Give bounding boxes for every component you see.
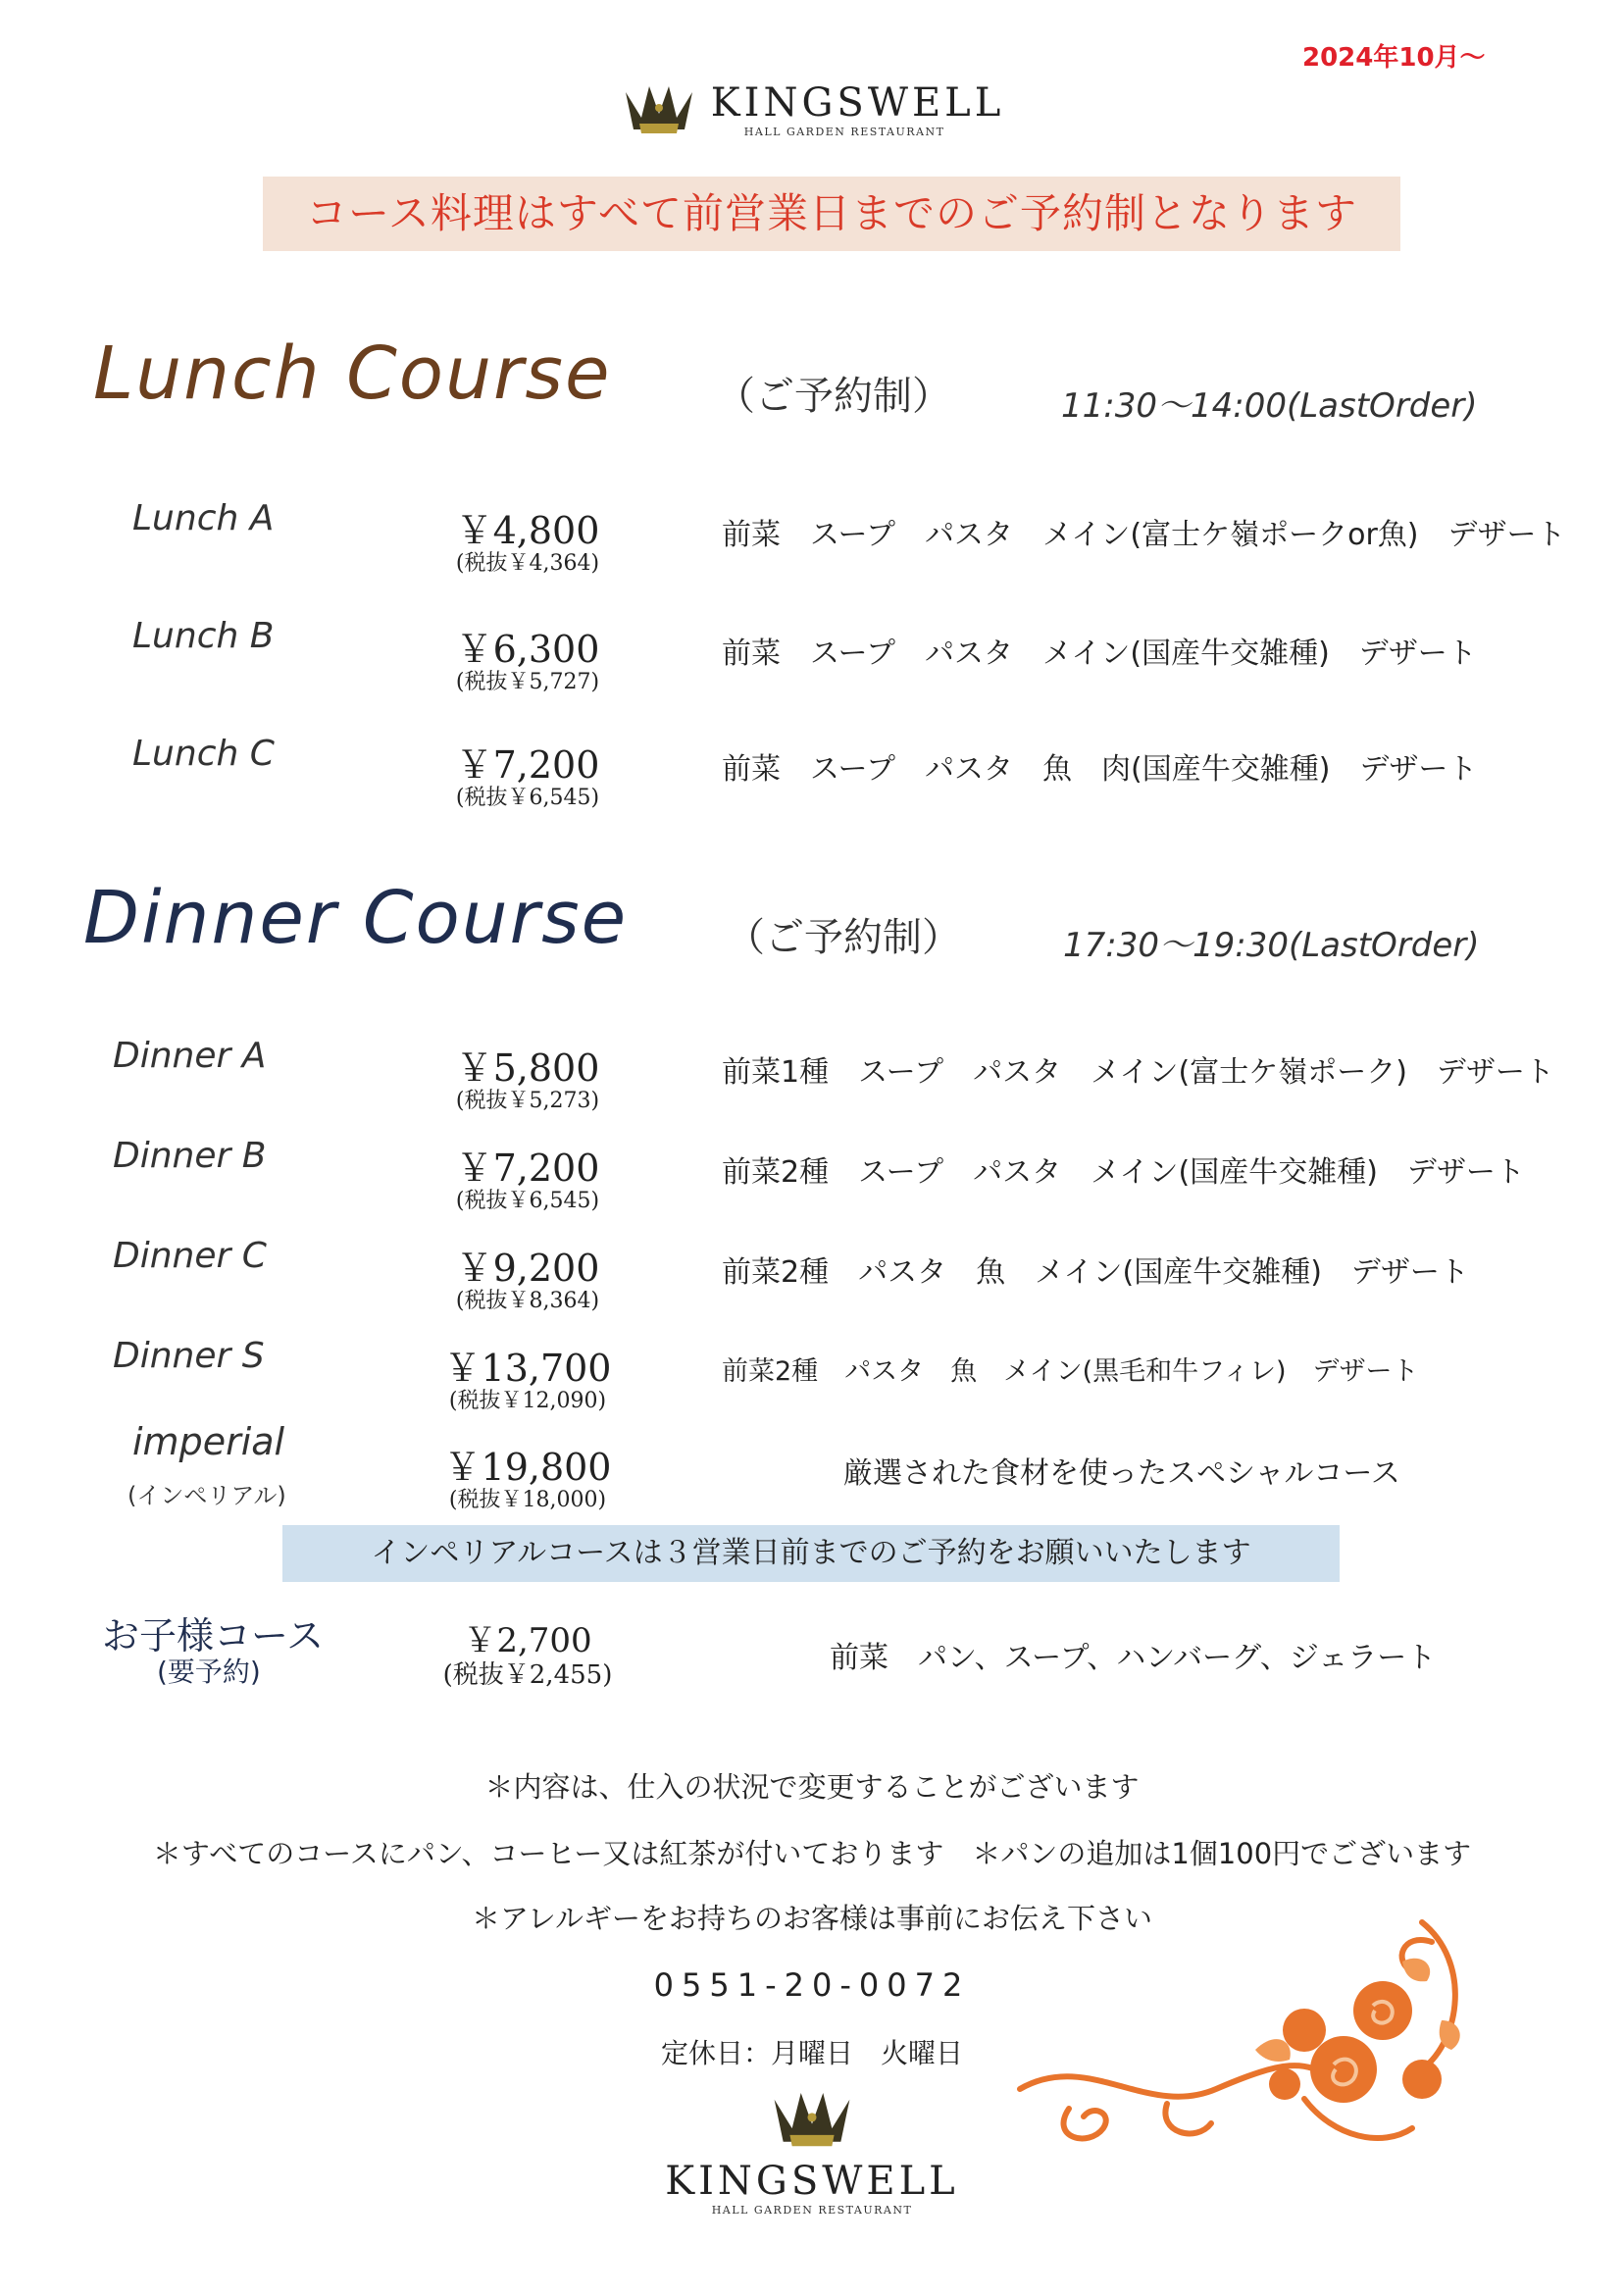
course-price-tax-excluded: (税抜￥4,364) xyxy=(455,551,600,576)
course-description: 前菜2種 パスタ 魚 メイン(黒毛和牛フィレ) デザート xyxy=(722,1356,1419,1387)
kids-course-name-sub: (要予約) xyxy=(157,1656,261,1688)
course-name: Lunch B xyxy=(132,616,275,656)
course-price: ￥4,800 xyxy=(455,509,600,552)
course-name: Lunch C xyxy=(132,734,275,774)
kids-course-description: 前菜 パン、スープ、ハンバーグ、ジェラート xyxy=(830,1641,1437,1675)
course-price-tax-excluded: (税抜￥5,273) xyxy=(455,1089,600,1113)
lunch-hours: 11:30～14:00(LastOrder) xyxy=(1061,386,1478,426)
course-price: ￥6,300 xyxy=(455,628,600,671)
imperial-name: imperial xyxy=(132,1420,285,1463)
reservation-notice: コース料理はすべて前営業日までのご予約制となります xyxy=(263,177,1400,251)
course-price: ￥9,200 xyxy=(455,1247,600,1290)
kids-course-name: お子様コース xyxy=(102,1614,325,1657)
lunch-reservation-note: （ご予約制） xyxy=(716,374,951,419)
course-price-tax-excluded: (税抜￥12,090) xyxy=(448,1389,607,1413)
course-price-tax-excluded: (税抜￥5,727) xyxy=(455,670,600,694)
course-description: 前菜 スープ パスタ メイン(富士ケ嶺ポークor魚) デザート xyxy=(722,518,1566,552)
course-price-tax-excluded: (税抜￥2,455) xyxy=(442,1660,613,1690)
brand-name: KINGSWELL xyxy=(665,2159,959,2204)
phone-number: 0551-20-0072 xyxy=(653,1966,971,2004)
course-price-tax-excluded: (税抜￥6,545) xyxy=(455,786,600,810)
lunch-section-title: Lunch Course xyxy=(93,331,612,416)
crown-icon xyxy=(765,2084,859,2153)
course-name: Dinner S xyxy=(113,1336,265,1376)
course-price: ￥7,200 xyxy=(455,743,600,787)
course-price: ￥19,800 xyxy=(443,1446,612,1489)
course-price: ￥7,200 xyxy=(455,1147,600,1190)
course-price-tax-excluded: (税抜￥8,364) xyxy=(455,1289,600,1313)
course-name: Dinner B xyxy=(113,1136,267,1176)
imperial-description: 厳選された食材を使ったスペシャルコース xyxy=(843,1456,1400,1491)
imperial-name-sub: (インペリアル) xyxy=(127,1482,286,1509)
course-description: 前菜2種 パスタ 魚 メイン(国産牛交雑種) デザート xyxy=(722,1255,1469,1290)
brand-subtitle: HALL GARDEN RESTAURANT xyxy=(743,125,945,138)
dinner-section-title: Dinner Course xyxy=(83,876,629,960)
course-description: 前菜2種 スープ パスタ メイン(国産牛交雑種) デザート xyxy=(722,1155,1525,1190)
brand-logo-top xyxy=(0,78,1624,139)
course-price: ￥2,700 xyxy=(463,1621,592,1660)
course-name: Lunch A xyxy=(132,498,275,538)
course-description: 前菜1種 スープ パスタ メイン(富士ケ嶺ポーク) デザート xyxy=(722,1055,1554,1090)
course-price-tax-excluded: (税抜￥18,000) xyxy=(448,1488,607,1512)
imperial-notice: インペリアルコースは３営業日前までのご予約をお願いいたします xyxy=(282,1525,1340,1582)
date-label: 2024年10月～ xyxy=(1302,43,1486,73)
course-price: ￥5,800 xyxy=(455,1046,600,1090)
brand-subtitle: HALL GARDEN RESTAURANT xyxy=(711,2204,913,2217)
brand-name: KINGSWELL xyxy=(710,79,1005,126)
dinner-reservation-note: （ご予約制） xyxy=(726,915,961,960)
dinner-hours: 17:30～19:30(LastOrder) xyxy=(1063,926,1480,965)
closed-days: 定休日：月曜日 火曜日 xyxy=(660,2037,963,2069)
course-price: ￥13,700 xyxy=(443,1347,612,1390)
course-description: 前菜 スープ パスタ 魚 肉(国産牛交雑種) デザート xyxy=(722,752,1478,787)
crown-icon xyxy=(620,78,698,139)
note-line: ＊アレルギーをお持ちのお客様は事前にお伝え下さい xyxy=(471,1902,1153,1935)
course-name: Dinner A xyxy=(113,1036,267,1076)
course-description: 前菜 スープ パスタ メイン(国産牛交雑種) デザート xyxy=(722,637,1477,671)
flower-ornament-icon xyxy=(1010,1903,1481,2167)
note-line: ＊すべてのコースにパン、コーヒー又は紅茶が付いております ＊パンの追加は1個100円でございます xyxy=(152,1837,1472,1870)
course-name: Dinner C xyxy=(113,1236,267,1276)
note-line: ＊内容は、仕入の状況で変更することがございます xyxy=(484,1770,1140,1804)
course-price-tax-excluded: (税抜￥6,545) xyxy=(455,1189,600,1213)
